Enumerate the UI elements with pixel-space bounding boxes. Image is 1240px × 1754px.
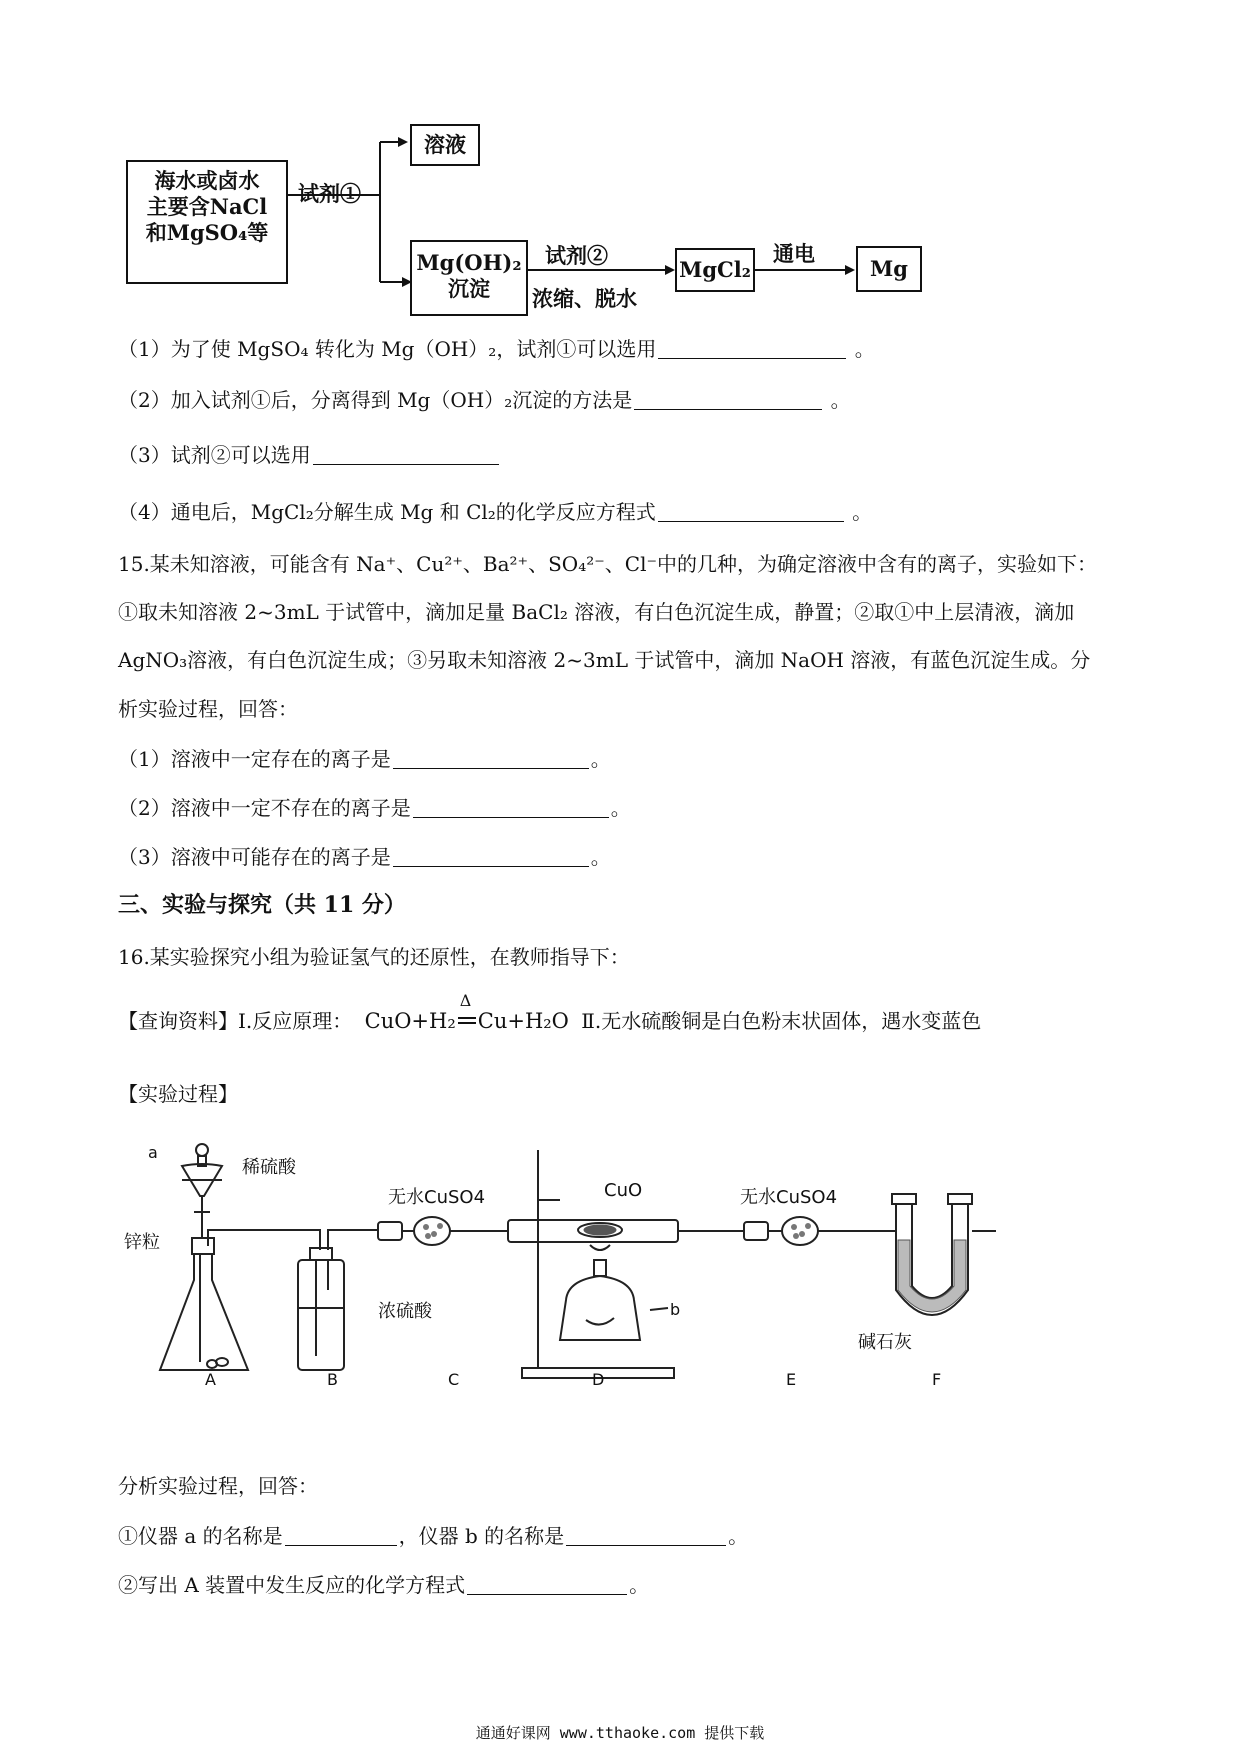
label-A: A [205, 1370, 216, 1389]
answer-blank[interactable] [393, 846, 589, 867]
reagent2-label: 试剂② [545, 243, 608, 268]
source-line-1: 海水或卤水 [154, 168, 260, 193]
q16-part2 [118, 1573, 649, 1597]
process-label: 【实验过程】 [118, 1082, 238, 1106]
q14-part2 [118, 388, 851, 412]
label-C: C [448, 1370, 460, 1389]
precipitate-box [410, 240, 528, 316]
q15-part1-end: 。 [590, 747, 611, 771]
concentrate-label: 浓缩、脱水 [532, 286, 637, 311]
info-i: Ⅰ.反应原理： [238, 1009, 353, 1033]
answer-blank[interactable] [313, 444, 499, 465]
q15-part3-text: （3）溶液中可能存在的离子是 [118, 845, 391, 869]
q14-part2-end: 。 [830, 388, 851, 412]
equation-left: CuO+H₂ [364, 1009, 456, 1033]
info-ii: Ⅱ.无水硫酸铜是白色粉末状固体，遇水变蓝色 [581, 1009, 982, 1033]
q15-part2 [118, 796, 631, 820]
q15-intro-4: 析实验过程，回答： [118, 697, 298, 721]
answer-blank[interactable] [413, 797, 609, 818]
equation-arrow [456, 991, 478, 1033]
q14-part1-end: 。 [854, 337, 875, 361]
label-zinc: 锌粒 [124, 1232, 160, 1253]
mgcl2-label: MgCl₂ [679, 257, 751, 282]
q14-part3 [118, 443, 501, 467]
solution-label: 溶液 [424, 132, 466, 157]
answer-blank[interactable] [658, 338, 846, 359]
label-conc-acid: 浓硫酸 [378, 1301, 432, 1322]
precipitate-line-1: Mg(OH)₂ [416, 250, 522, 275]
q15-part1 [118, 747, 611, 771]
q15-part3 [118, 845, 611, 869]
q16-part1-end: 。 [728, 1524, 749, 1548]
answer-blank[interactable] [467, 1574, 627, 1595]
q16-part1 [118, 1524, 748, 1548]
answer-blank[interactable] [285, 1525, 397, 1546]
q15-intro-3: AgNO₃溶液，有白色沉淀生成；③另取未知溶液 2~3mL 于试管中，滴加 NaOH 溶液，有蓝色沉淀生成。分 [118, 648, 1091, 672]
answer-blank[interactable] [658, 501, 844, 522]
answer-blank[interactable] [634, 389, 822, 410]
q14-part3-text: （3）试剂②可以选用 [118, 443, 311, 467]
q16-analysis: 分析实验过程，回答： [118, 1474, 318, 1498]
q14-part1-text: （1）为了使 MgSO₄ 转化为 Mg（OH）₂，试剂①可以选用 [118, 337, 657, 361]
q15-part1-text: （1）溶液中一定存在的离子是 [118, 747, 391, 771]
q14-part2-text: （2）加入试剂①后，分离得到 Mg（OH）₂沉淀的方法是 [118, 388, 633, 412]
label-E: E [786, 1370, 797, 1389]
mgcl2-box [675, 248, 755, 292]
answer-blank[interactable] [393, 748, 589, 769]
label-cuso4-c: 无水CuSO4 [388, 1187, 486, 1208]
equation [364, 991, 569, 1033]
info-label: 【查询资料】 [118, 1009, 238, 1033]
q14-part4-text: （4）通电后，MgCl₂分解生成 Mg 和 Cl₂的化学反应方程式 [118, 500, 656, 524]
q16-info [118, 991, 982, 1033]
answer-blank[interactable] [566, 1525, 726, 1546]
q15-intro-2: ①取未知溶液 2~3mL 于试管中，滴加足量 BaCl₂ 溶液，有白色沉淀生成，静置；②取①中上层清液，滴加 [118, 600, 1075, 624]
label-cuso4-e: 无水CuSO4 [740, 1187, 838, 1208]
q15-part2-text: （2）溶液中一定不存在的离子是 [118, 796, 411, 820]
q15-intro-1: 15.某未知溶液，可能含有 Na⁺、Cu²⁺、Ba²⁺、SO₄²⁻、Cl⁻中的几种，为确定溶液中含有的离子，实验如下： [118, 552, 1098, 576]
source-line-3: 和MgSO₄等 [145, 220, 269, 245]
q16-part2-text: ②写出 A 装置中发生反应的化学方程式 [118, 1573, 466, 1597]
q15-part2-end: 。 [610, 796, 631, 820]
precipitate-line-2: 沉淀 [448, 276, 490, 301]
q16-part2-end: 。 [629, 1573, 650, 1597]
q16-intro: 16.某实验探究小组为验证氢气的还原性，在教师指导下： [118, 945, 630, 969]
label-b: b [670, 1300, 681, 1319]
label-cuo: CuO [604, 1180, 643, 1201]
label-D: D [592, 1370, 605, 1389]
heat-symbol: Δ [459, 991, 472, 1010]
source-line-2: 主要含NaCl [146, 194, 268, 219]
reagent1-label: 试剂① [298, 181, 361, 206]
electrolysis-label: 通电 [773, 241, 815, 266]
label-soda-lime: 碱石灰 [858, 1332, 912, 1353]
double-line-icon [458, 1017, 476, 1024]
label-dilute-acid: 稀硫酸 [242, 1157, 296, 1178]
equation-right: Cu+H₂O [477, 1009, 569, 1033]
q14-part4 [118, 500, 872, 524]
label-B: B [327, 1370, 338, 1389]
q15-part3-end: 。 [590, 845, 611, 869]
mg-box [856, 246, 922, 292]
q16-part1a-text: ①仪器 a 的名称是 [118, 1524, 283, 1548]
q14-part1 [118, 337, 875, 361]
section-title: 三、实验与探究（共 11 分） [118, 892, 406, 918]
label-F: F [932, 1370, 942, 1389]
mg-label: Mg [870, 256, 908, 281]
q14-part4-end: 。 [852, 500, 873, 524]
apparatus-drawing [0, 1130, 1240, 1430]
source-box [126, 160, 288, 284]
solution-box [410, 124, 480, 166]
label-a: a [148, 1143, 158, 1162]
footer: 通通好课网 www.tthaoke.com 提供下载 [475, 1724, 765, 1742]
q16-part1b-text: ，仪器 b 的名称是 [398, 1524, 565, 1548]
